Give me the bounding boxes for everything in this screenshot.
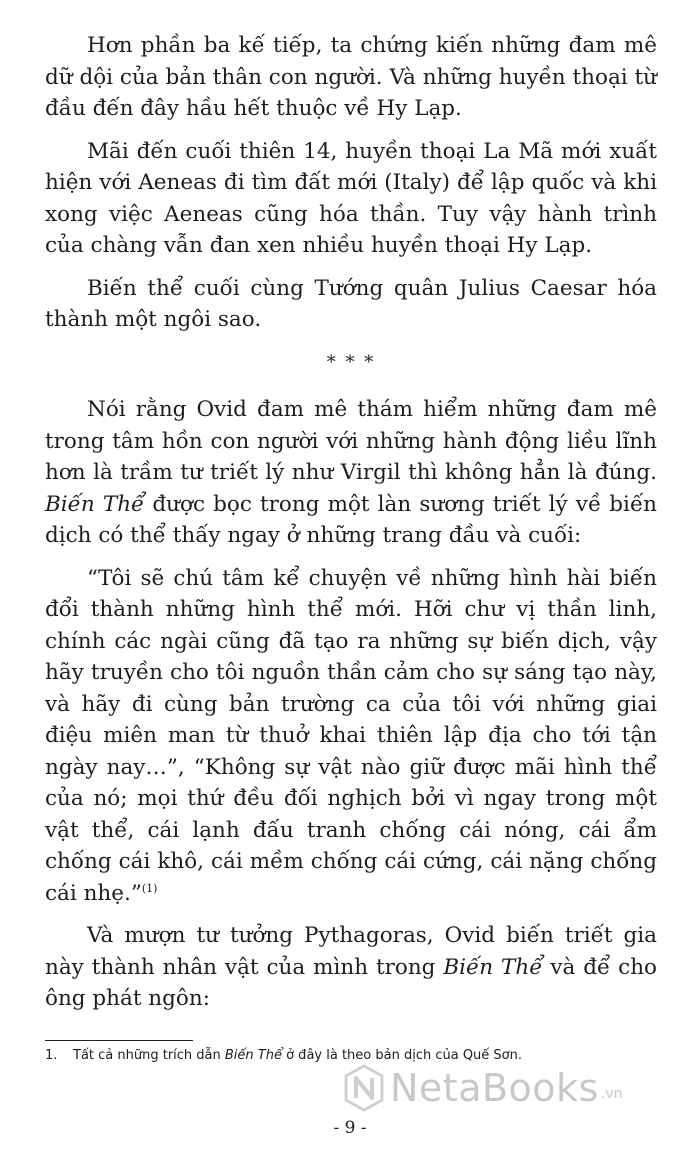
section-separator: * * *: [326, 351, 376, 373]
paragraph-4-text-start: Nói rằng Ovid đam mê thám hiểm những đam mê trong tâm hồn con người với những hành động liều lĩnh hơn là trầm tư triết lý như Virgil thì không hẳn là đúng.: [45, 397, 657, 485]
footnote-reference: (1): [141, 881, 158, 895]
quote-text: “Tôi sẽ chú tâm kể chuyện về những hình hài biến đổi thành những hình thể mới. Hỡi chư vị thần linh, chính các ngài cũng đã tạo ra những sự biến dịch, vậy hãy truyền cho tôi nguồn thần cảm cho sự sáng tạo này, và hãy đi cùng bản trường ca của tôi với những giai điệu miên man từ thuở khai thiên lập địa cho tới tận ngày nay…”, “Không sự vật nào giữ được mãi hình thể của nó; mọi thứ đều đối nghịch bởi vì ngay trong một vật thể, cái lạnh đấu tranh chống cái nóng, cái ẩm chống cái khô, cái mềm chống cái cứng, cái nặng chống cái nhẹ.”: [45, 565, 657, 906]
page-body: [45, 30, 657, 1015]
footnote-text-start: Tất cả những trích dẫn: [73, 1048, 225, 1063]
footnote-number: 1.: [45, 1048, 58, 1063]
watermark-domain: .vn: [600, 1086, 623, 1102]
watermark-brand: NetaBooks: [390, 1066, 599, 1110]
footnote: [45, 1047, 645, 1065]
footnote-book-title: Biến Thể: [224, 1048, 282, 1063]
page-number: - 9 -: [333, 1118, 367, 1138]
footnote-divider: [45, 1040, 193, 1041]
paragraph-3: Biến thể cuối cùng Tướng quân Julius Caesar hóa thành một ngôi sao.: [45, 275, 657, 332]
netabooks-watermark: [344, 1060, 622, 1116]
paragraph-6: [45, 920, 657, 1015]
paragraph-2: Mãi đến cuối thiên 14, huyền thoại La Mã mới xuất hiện với Aeneas đi tìm đất mới (Italy) để lập quốc và khi xong việc Aeneas cũng hóa thần. Tuy vậy hành trình của chàng vẫn đan xen nhiều huyền thoại Hy Lạp.: [45, 138, 657, 258]
book-title-italic: Biến Thể: [443, 954, 543, 980]
netabooks-logo-icon: [344, 1064, 384, 1112]
paragraph-4-text-end: được bọc trong một làn sương triết lý về biến dịch có thể thấy ngay ở những trang đầu và cuối:: [45, 491, 658, 548]
paragraph-1: Hơn phần ba kế tiếp, ta chứng kiến những đam mê dữ dội của bản thân con người. Và những huyền thoại từ đầu đến đây hầu hết thuộc về Hy Lạp.: [45, 33, 657, 121]
book-title-italic: Biến Thể: [45, 491, 145, 517]
paragraph-5-quote: [45, 563, 657, 910]
footnote-text-end: ở đây là theo bản dịch của Quế Sơn.: [281, 1048, 522, 1063]
paragraph-6-text-start: Và mượn tư tưởng Pythagoras, Ovid biến triết gia này thành nhân vật của mình trong: [45, 923, 657, 980]
paragraph-4: [45, 394, 657, 552]
paragraph-6-text-end: và để cho ông phát ngôn:: [45, 954, 658, 1011]
